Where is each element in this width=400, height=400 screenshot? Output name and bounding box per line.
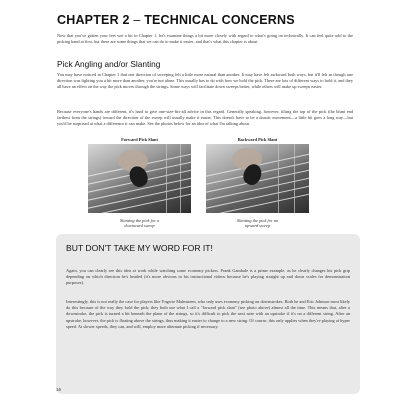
photo-right-caption-line-1: Slanting the pick for an — [236, 218, 279, 223]
sidebar-paragraph-2: Interestingly, this is not really the case for players like Yngwie Malmsteen, who only uses economy picking on downstrokes. Both he and Eric Johnson most likely do this because of the way they hold the pick; they both use what I call a "forward pick slant" (see photo above) almost all the time. This means that, after a downstroke, the pick is turned a bit beneath the plane of the strings, so it's difficult to pick the next note with an upstroke if it's on a different string. After an upstroke, however, the pick is floating above the strings, thus making it easier to change to a new string. Of course, this only applies when they're playing at hyper speed. At slower speeds, they can, and will, employ more alternate picking if necessary. — [66, 299, 350, 329]
intro-paragraph: Now that you've gotten your feet wet a bit in Chapter 1, let's examine things a bit more closely with regard to what's going on technically. It can feel quite odd to the picking hand at first, but there are some things that we can do to make it easier, and that's what this chapter is about. — [57, 33, 353, 45]
chapter-name: TECHNICAL CONCERNS — [144, 13, 295, 27]
sidebar-title: BUT DON'T TAKE MY WORD FOR IT! — [66, 243, 213, 253]
chapter-separator: – — [133, 13, 141, 27]
photo-right-caption-line-2: upward sweep — [244, 223, 271, 229]
backward-pick-slant-photo — [206, 144, 309, 213]
section-heading: Pick Angling and/or Slanting — [57, 59, 161, 69]
photo-left-title: Forward Pick Slant — [121, 137, 158, 142]
photo-left-caption — [88, 218, 191, 229]
sidebar-paragraph-1: Again, you can clearly see this idea at work while watching some economy pickers. Frank Gambale is a prime example, as he clearly changes his pick grip depending on which direction he's headed (it's more obvious in his instructional videos because he's playing straight up and down scales for demonstration purposes). — [66, 268, 350, 286]
photo-left-caption-line-1: Slanting the pick for a — [119, 218, 160, 223]
section-paragraph-2: Because everyone's hands are different, it's hard to give one-size-fits-all advice in this regard. Generally speaking, however, tilting the top of the pick (the blunt end farthest from the strings) toward the direction of the sweep will usually make it easier. This doesn't have to be a drastic movement—a little bit goes a long way—but you'd be surprised at what a difference it can make. See the photos below for an idea of what I'm talking about. — [57, 109, 353, 127]
chapter-title — [57, 13, 357, 27]
photo-right-caption — [206, 218, 309, 229]
page-number: 16 — [56, 387, 62, 392]
chapter-label: CHAPTER 2 — [57, 13, 130, 27]
section-paragraph-1: You may have noticed in Chapter 1 that one direction of sweeping felt a little more natural than another. It may have felt awkward both ways, but it'll felt as though one direction was fighting you a bit more than another, you're not alone. This usually has to do with how we hold the pick. There are lots of different ways to hold it, and they all have an effect on the way the pick moves through the strings. Some ways will facilitate down sweeps better, while others will make up sweeps easier. — [57, 72, 353, 90]
forward-pick-slant-photo — [88, 144, 191, 213]
photo-left-caption-line-2: downward sweep — [124, 223, 155, 229]
photo-right-title: Backward Pick Slant — [237, 137, 278, 142]
